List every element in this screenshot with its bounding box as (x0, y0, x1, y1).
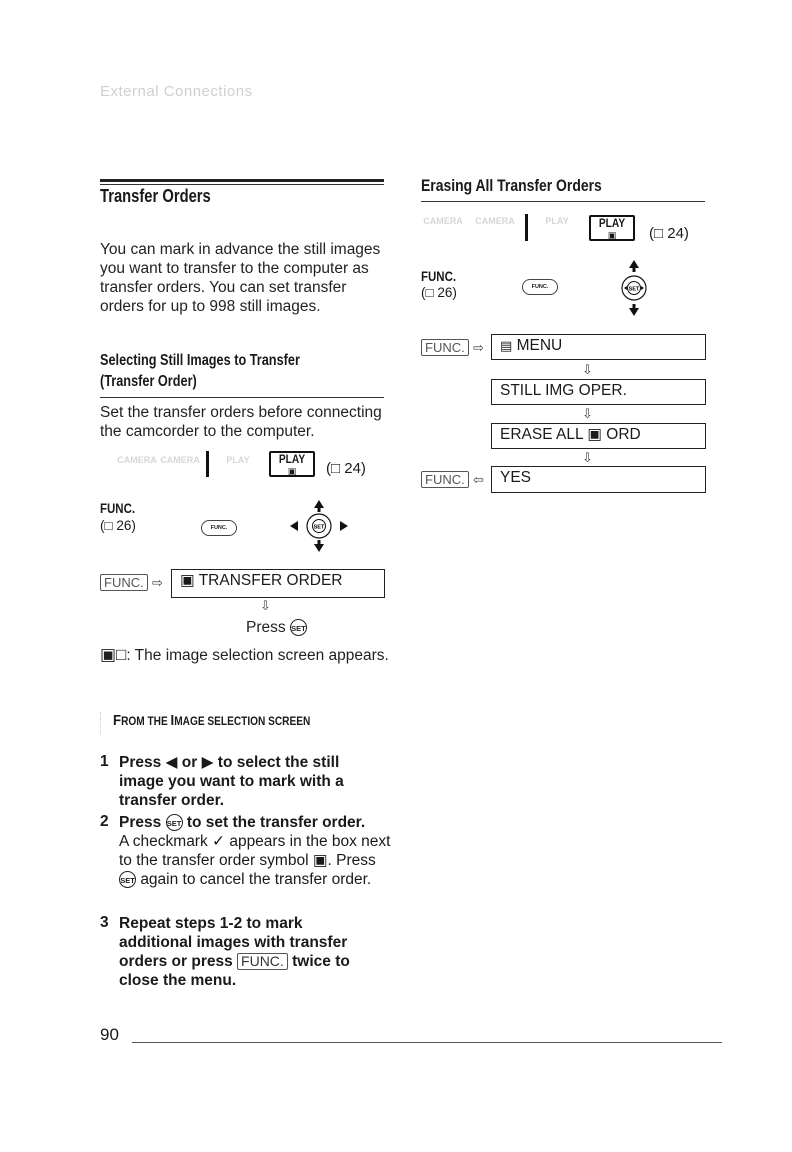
mode-label: CAMERA (475, 216, 515, 226)
func-page-reference: (□ 26) (100, 518, 136, 533)
transfer-symbol-icon: ▣□ (100, 645, 127, 664)
joystick-icon (290, 500, 348, 552)
menu-item-label: MENU (516, 337, 563, 354)
arrow-left-icon: ⇦ (473, 472, 484, 487)
func-label: FUNC. (421, 268, 457, 284)
func-button-text: FUNC. (210, 525, 228, 531)
func-button-text: FUNC. (531, 284, 549, 290)
step-number: 3 (100, 914, 109, 931)
step-number: 2 (100, 813, 109, 830)
heading-rest-2: MAGE SELECTION SCREEN (174, 716, 311, 728)
heading-cap-f: F (113, 712, 122, 729)
mode-separator (206, 451, 209, 477)
step-2-body: A checkmark ✓ appears in the box next to the transfer order symbol ▣. Press SET again to cancel the transfer order. (119, 833, 391, 888)
func-button-icon (201, 520, 237, 536)
func-label: FUNC. (100, 500, 136, 516)
section-title: Transfer Orders (100, 186, 211, 206)
menu-item-label: YES (500, 469, 532, 486)
page-number: 90 (100, 1025, 119, 1044)
subsection-title-line-1: Selecting Still Images to Transfer (100, 352, 300, 369)
mode-camera-card-dim (473, 216, 517, 226)
heading-cap-i: I (170, 712, 175, 729)
step-2-block (119, 813, 391, 889)
play-label: PLAY (598, 216, 626, 230)
svg-text:SET: SET (628, 286, 640, 293)
step-3-head-a: Repeat steps 1-2 to mark additional images with transfer orders or press (119, 915, 348, 970)
card-icon: ▣ (607, 230, 617, 240)
menu-item-box (491, 379, 706, 405)
selection-note (100, 645, 390, 665)
set-button-icon: SET (290, 619, 307, 636)
step-3-text (119, 914, 374, 990)
menu-item-box (491, 466, 706, 493)
mode-play-card-active (589, 215, 635, 241)
step-2-head-a: Press (119, 814, 162, 831)
press-label: Press (246, 619, 286, 636)
section-rule-thick (100, 179, 384, 182)
menu-item-label: STILL IMG OPER. (500, 382, 627, 399)
subsection-rule (100, 397, 384, 398)
step-2-body-a: A checkmark ✓ appears in the box next to the transfer order symbol (119, 833, 391, 869)
joystick-icon (612, 260, 656, 316)
press-set-instruction (246, 618, 307, 637)
section-rule-thin (100, 184, 384, 185)
set-button-icon: SET (119, 871, 136, 888)
step-2-body-c: again to cancel the transfer order. (140, 871, 372, 888)
intro-paragraph: You can mark in advance the still images you want to transfer to the computer as transfer orders. You can set transfer orders for up to 998 still images. (100, 241, 381, 315)
step-3-head-b: twice to close the menu. (119, 953, 350, 989)
step-2-body-b: Press (336, 852, 376, 869)
menu-func-button (100, 574, 148, 592)
func-key-label: FUNC. (100, 574, 148, 591)
mode-label: PLAY (226, 455, 250, 465)
mode-label: CAMERA (117, 455, 157, 465)
menu-item-box (171, 569, 385, 598)
func-key-label: FUNC. (237, 953, 288, 970)
mode-separator (525, 214, 528, 241)
menu-item-box (491, 423, 706, 449)
right-section-title: Erasing All Transfer Orders (421, 176, 602, 195)
mode-camera-tape-dim (117, 455, 157, 465)
arrow-down-icon: ⇩ (582, 450, 593, 465)
arrow-down-icon: ⇩ (582, 362, 593, 377)
func-key-label: FUNC. (421, 339, 469, 356)
card-icon: ▣ (287, 466, 297, 476)
step-2-head-b: to set the transfer order. (186, 814, 366, 831)
mode-camera-tape-dim (421, 216, 465, 226)
menu-func-button (421, 339, 469, 357)
mode-camera-card-dim (160, 455, 200, 465)
play-label: PLAY (278, 452, 306, 466)
func-page-reference: (□ 26) (421, 285, 457, 300)
menu-item-box (491, 334, 706, 360)
step-2-heading (119, 813, 391, 832)
menu-func-button (421, 471, 469, 489)
mode-play-tape-dim (219, 455, 257, 465)
mode-label: PLAY (545, 216, 569, 226)
transfer-order-icon: ▣ (180, 572, 195, 589)
arrow-right-icon: ⇨ (152, 575, 163, 590)
svg-text:SET: SET (313, 524, 325, 531)
page-reference: (□ 24) (649, 225, 689, 242)
right-section-rule (421, 201, 705, 202)
subsection-title-line-2: (Transfer Order) (100, 373, 197, 390)
menu-icon: ▤ (500, 338, 513, 353)
step-number: 1 (100, 753, 109, 770)
mode-label: CAMERA (423, 216, 463, 226)
subsection-intro: Set the transfer orders before connecting the camcorder to the computer. (100, 404, 382, 440)
from-selection-heading (113, 712, 310, 730)
mode-label: CAMERA (160, 455, 200, 465)
mode-play-card-active (269, 451, 315, 477)
mode-play-tape-dim (537, 216, 577, 226)
arrow-right-icon: ⇨ (473, 340, 484, 355)
step-1-text: Press ◀ or ▶ to select the still image you want to mark with a transfer order. (119, 754, 344, 809)
menu-item-label: ERASE ALL ▣ ORD (500, 426, 641, 443)
func-button-icon (522, 279, 558, 295)
page-reference: (□ 24) (326, 460, 366, 477)
margin-tab-marker (100, 712, 111, 734)
heading-rest-1: ROM THE (121, 716, 171, 728)
arrow-down-icon: ⇩ (582, 406, 593, 421)
transfer-order-icon: ▣ (312, 852, 328, 869)
note-text: : The image selection screen appears. (126, 647, 389, 664)
footer-rule (132, 1042, 722, 1043)
menu-item-label: TRANSFER ORDER (198, 572, 343, 589)
set-button-icon: SET (166, 814, 183, 831)
arrow-down-icon: ⇩ (260, 598, 271, 613)
running-header: External Connections (100, 83, 253, 100)
func-key-label: FUNC. (421, 471, 469, 488)
